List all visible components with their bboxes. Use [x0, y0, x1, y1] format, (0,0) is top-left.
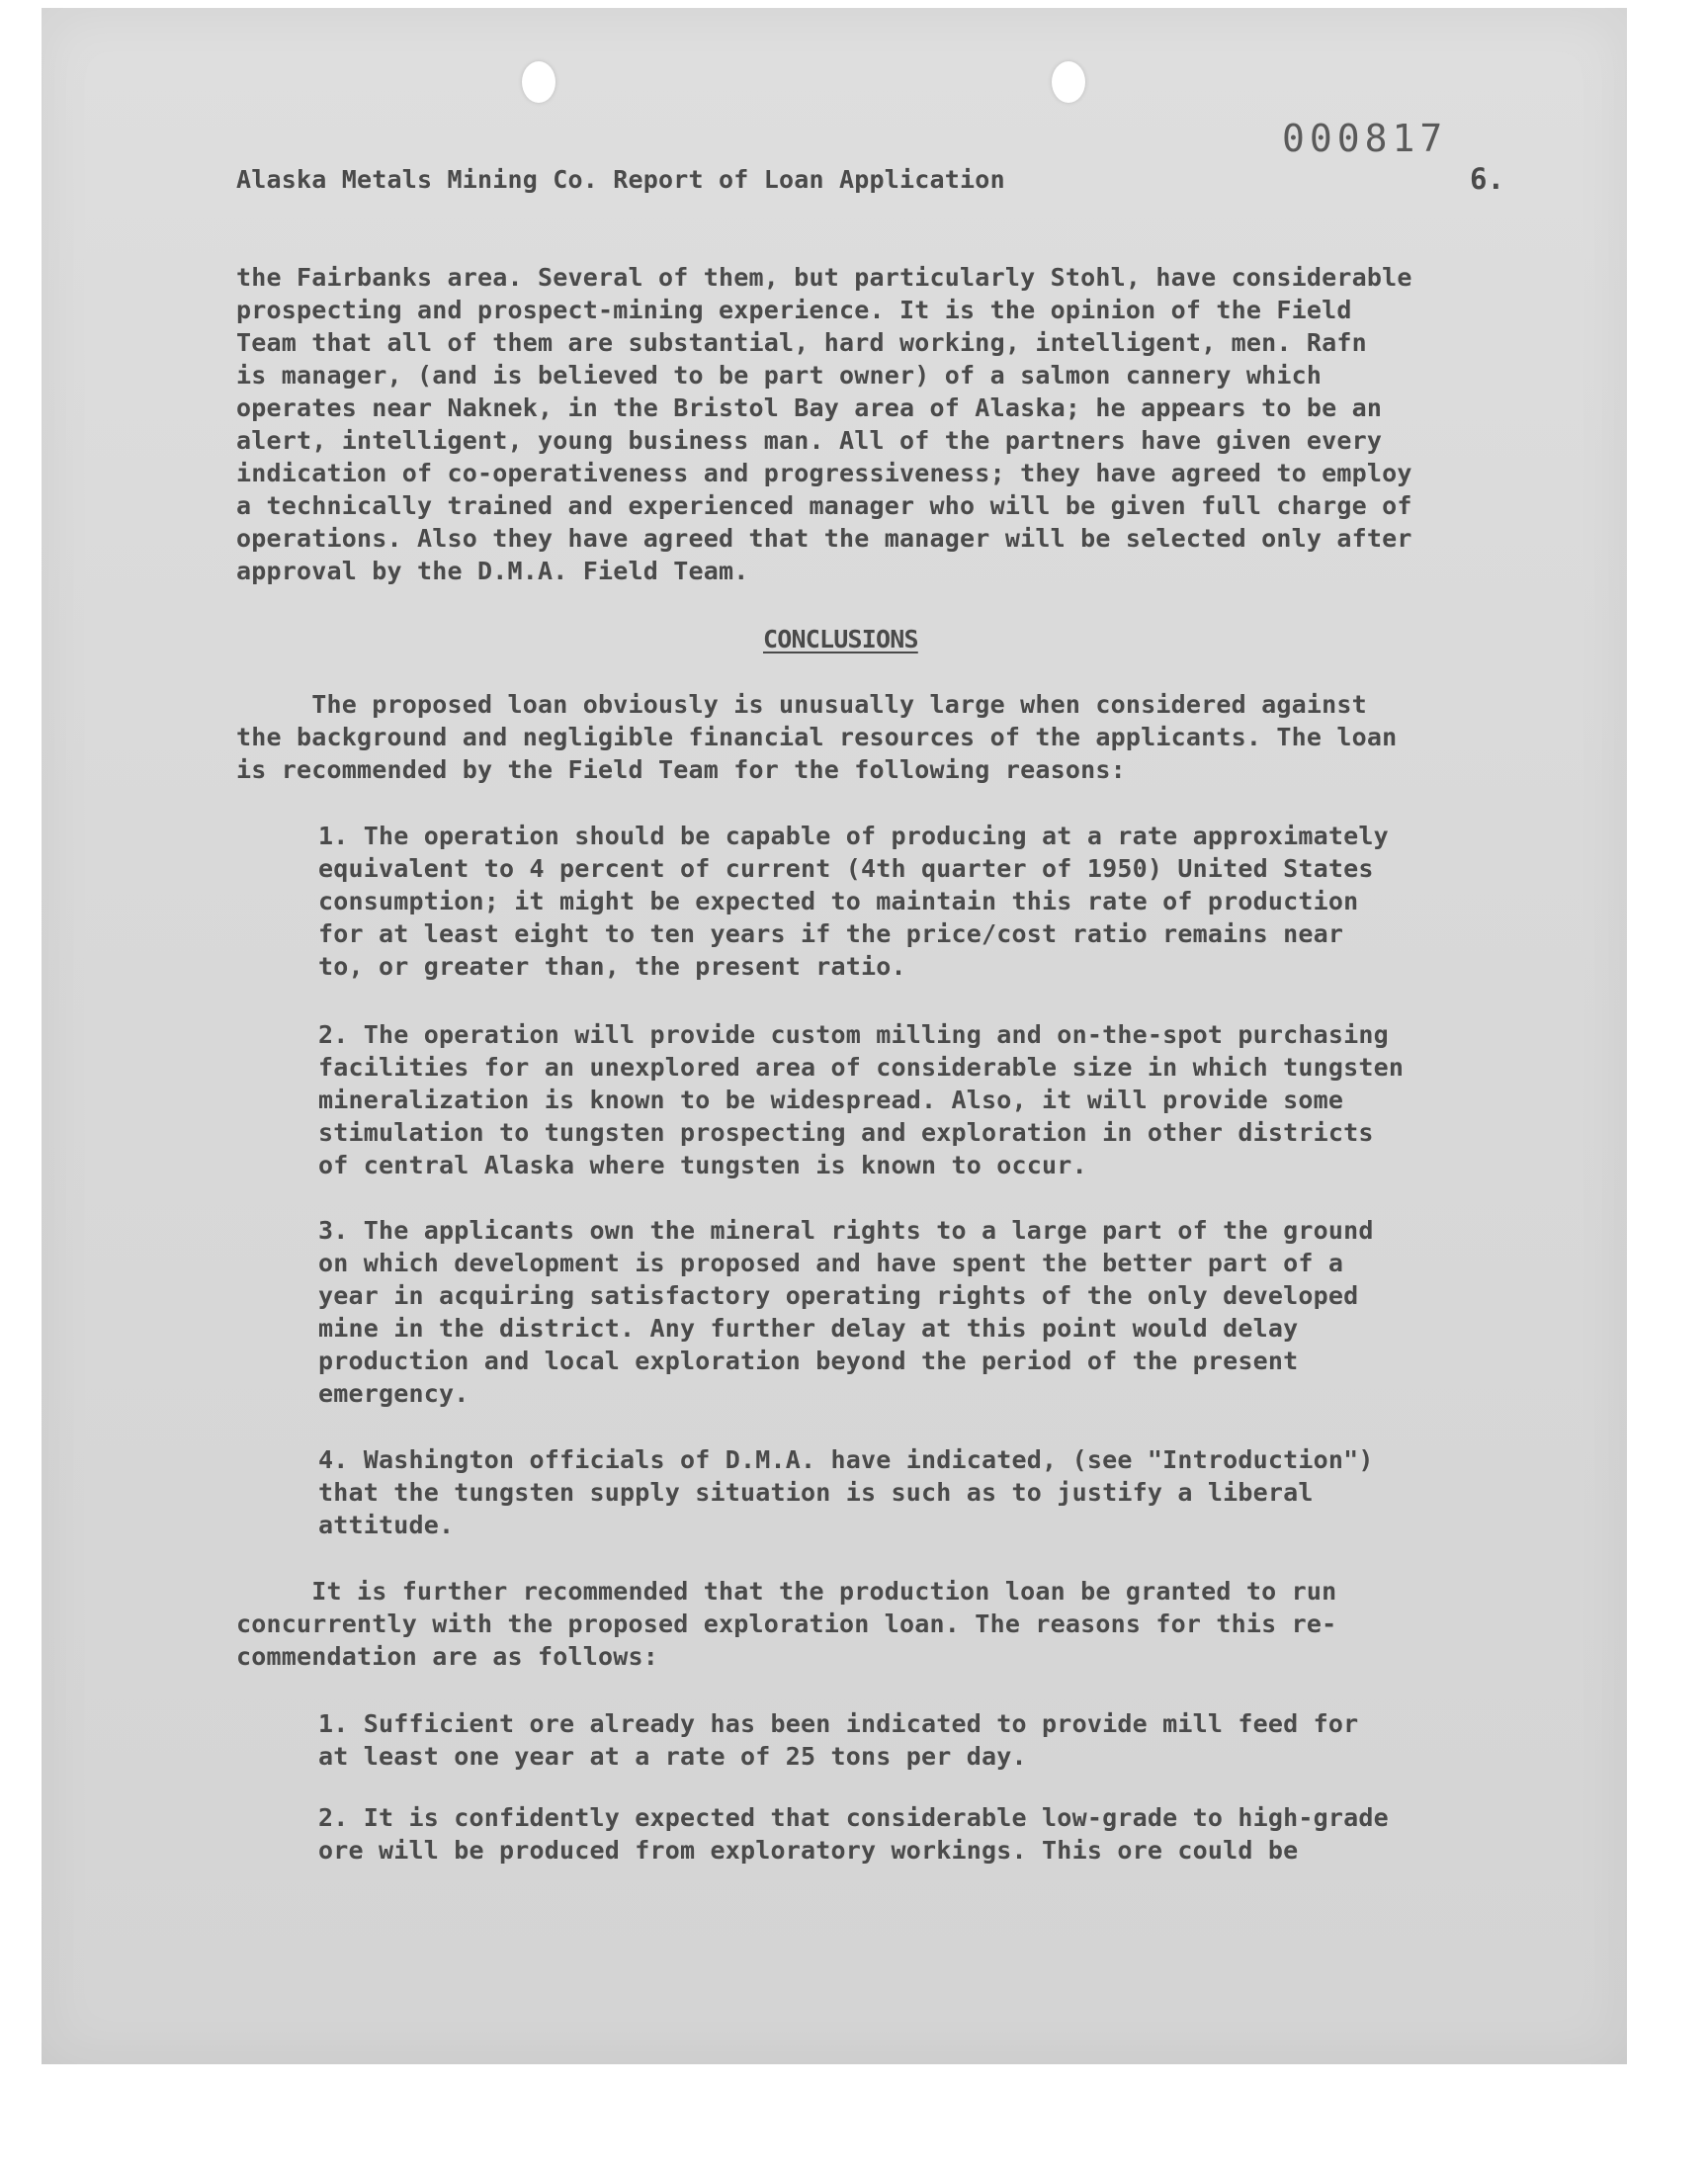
- further-reason-item-1: [318, 1707, 1358, 1773]
- intro-paragraph: [236, 261, 1412, 587]
- text-line: a technically trained and experienced manager who will be given full charge of: [236, 491, 1412, 520]
- text-line: of central Alaska where tungsten is known to occur.: [318, 1151, 1087, 1179]
- further-reason-item-2: [318, 1801, 1389, 1867]
- reason-item-3: [318, 1214, 1374, 1410]
- text-line: attitude.: [318, 1511, 455, 1539]
- text-line: the background and negligible financial resources of the applicants. The loan: [236, 723, 1398, 751]
- text-line: at least one year at a rate of 25 tons per day.: [318, 1742, 1027, 1771]
- text-line: ore will be produced from exploratory workings. This ore could be: [318, 1836, 1299, 1865]
- text-line: that the tungsten supply situation is such as to justify a liberal: [318, 1478, 1314, 1507]
- text-line: commendation are as follows:: [236, 1642, 659, 1671]
- conclusions-paragraph: [236, 688, 1397, 786]
- text-line: to, or greater than, the present ratio.: [318, 952, 906, 981]
- text-line: operations. Also they have agreed that the manager will be selected only after: [236, 524, 1412, 553]
- text-line: 4. Washington officials of D.M.A. have indicated, (see "Introduction"): [318, 1445, 1374, 1474]
- text-line: concurrently with the proposed exploration loan. The reasons for this re-: [236, 1610, 1337, 1638]
- punch-hole-right: [1052, 61, 1085, 103]
- text-line: 1. Sufficient ore already has been indicated to provide mill feed for: [318, 1709, 1359, 1738]
- text-line: is manager, (and is believed to be part owner) of a salmon cannery which: [236, 361, 1323, 390]
- text-line: The proposed loan obviously is unusually large when considered against: [236, 690, 1367, 719]
- text-line: is recommended by the Field Team for the following reasons:: [236, 755, 1126, 784]
- text-line: indication of co-operativeness and progressiveness; they have agreed to employ: [236, 459, 1412, 487]
- text-line: facilities for an unexplored area of considerable size in which tungsten: [318, 1053, 1405, 1082]
- reason-item-1: [318, 820, 1389, 983]
- text-line: Team that all of them are substantial, hard working, intelligent, men. Rafn: [236, 328, 1367, 357]
- reason-item-4: [318, 1443, 1374, 1541]
- text-line: emergency.: [318, 1379, 470, 1408]
- section-heading-conclusions: CONCLUSIONS: [763, 625, 918, 653]
- punch-hole-left: [522, 61, 555, 103]
- text-line: operates near Naknek, in the Bristol Bay area of Alaska; he appears to be an: [236, 393, 1383, 422]
- further-recommendation-paragraph: [236, 1575, 1336, 1673]
- text-line: 1. The operation should be capable of producing at a rate approximately: [318, 822, 1389, 850]
- text-line: approval by the D.M.A. Field Team.: [236, 557, 749, 585]
- text-line: consumption; it might be expected to maintain this rate of production: [318, 887, 1359, 915]
- text-line: year in acquiring satisfactory operating rights of the only developed: [318, 1281, 1359, 1310]
- text-line: production and local exploration beyond the period of the present: [318, 1347, 1299, 1375]
- text-line: 2. It is confidently expected that considerable low-grade to high-grade: [318, 1803, 1389, 1832]
- text-line: equivalent to 4 percent of current (4th quarter of 1950) United States: [318, 854, 1374, 883]
- reason-item-2: [318, 1018, 1404, 1181]
- header-title: Alaska Metals Mining Co. Report of Loan Application: [236, 165, 1005, 194]
- text-line: mineralization is known to be widespread. Also, it will provide some: [318, 1086, 1344, 1114]
- text-line: 3. The applicants own the mineral rights to a large part of the ground: [318, 1216, 1374, 1245]
- text-line: It is further recommended that the production loan be granted to run: [236, 1577, 1337, 1606]
- page-number: 6.: [1470, 162, 1505, 196]
- text-line: for at least eight to ten years if the price/cost ratio remains near: [318, 919, 1344, 948]
- text-line: prospecting and prospect-mining experience. It is the opinion of the Field: [236, 296, 1352, 324]
- text-line: stimulation to tungsten prospecting and exploration in other districts: [318, 1118, 1374, 1147]
- text-line: on which development is proposed and have spent the better part of a: [318, 1249, 1344, 1277]
- text-line: alert, intelligent, young business man. All of the partners have given every: [236, 426, 1383, 455]
- text-line: mine in the district. Any further delay at this point would delay: [318, 1314, 1299, 1343]
- document-stamp-number: 000817: [1282, 117, 1448, 160]
- text-line: the Fairbanks area. Several of them, but particularly Stohl, have considerable: [236, 263, 1412, 292]
- text-line: 2. The operation will provide custom milling and on-the-spot purchasing: [318, 1020, 1389, 1049]
